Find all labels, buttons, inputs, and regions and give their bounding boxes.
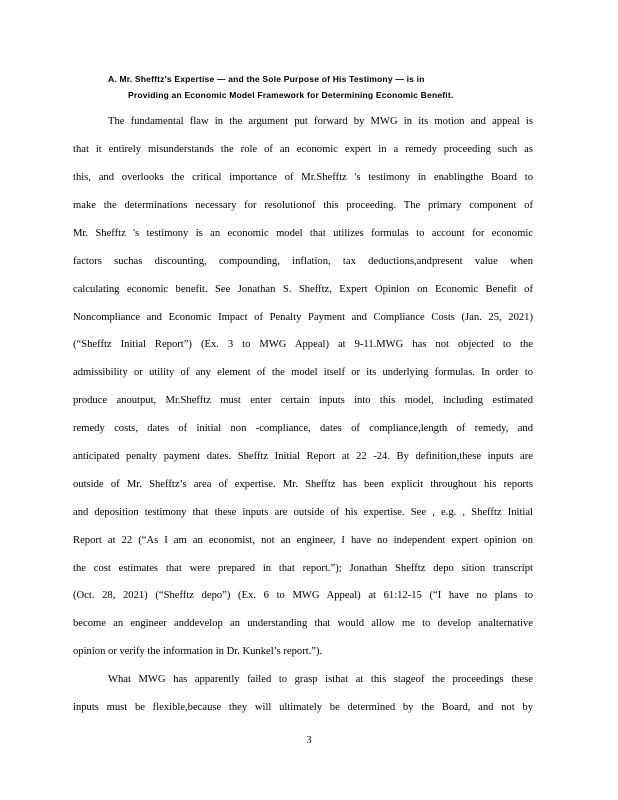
body-line: admissibility or utility of any element of the model itself or its underlying formulas. In order to bbox=[73, 367, 533, 378]
body-line: Mr. Shefftz 's testimony is an economic model that utilizes formulas to account for economic bbox=[73, 228, 533, 239]
body-line: Report at 22 (“As I am an economist, not an engineer, I have no independent expert opinion on bbox=[73, 535, 533, 546]
body-line: that it entirely misunderstands the role of an economic expert in a remedy proceeding such as bbox=[73, 144, 533, 155]
body-line: anticipated penalty payment dates. Shefftz Initial Report at 22 -24. By definition,these inputs are bbox=[73, 451, 533, 462]
body-line: outside of Mr. Shefftz’s area of expertise. Mr. Shefftz has been explicit throughout his reports bbox=[73, 479, 533, 490]
body-line: become an engineer anddevelop an understanding that would allow me to develop analternative bbox=[73, 618, 533, 629]
body-line: produce anoutput, Mr.Shefftz must enter certain inputs into this model, including estimated bbox=[73, 395, 533, 406]
body-line: factors suchas discounting, compounding, inflation, tax deductions,andpresent value when bbox=[73, 256, 533, 267]
body-line: make the determinations necessary for resolutionof this proceeding. The primary component of bbox=[73, 200, 533, 211]
body-line: remedy costs, dates of initial non -compliance, dates of compliance,length of remedy, and bbox=[73, 423, 533, 434]
body-line: this, and overlooks the critical importance of Mr.Shefftz 's testimony in enablingthe Board to bbox=[73, 172, 533, 183]
body-line: (“Shefftz Initial Report”) (Ex. 3 to MWG Appeal) at 9-11.MWG has not objected to the bbox=[73, 339, 533, 350]
body-line: calculating economic benefit. See Jonathan S. Shefftz, Expert Opinion on Economic Benefit of bbox=[73, 284, 533, 295]
body-line: Noncompliance and Economic Impact of Penalty Payment and Compliance Costs (Jan. 25, 2021) bbox=[73, 312, 533, 323]
body-line: the cost estimates that were prepared in that report.”); Jonathan Shefftz depo sition transcript bbox=[73, 563, 533, 574]
section-heading-line-1: A. Mr. Shefftz's Expertise — and the Sole Purpose of His Testimony — is in bbox=[108, 74, 425, 84]
body-line: and deposition testimony that these inputs are outside of his expertise. See , e.g. , Shefftz Initial bbox=[73, 507, 533, 518]
section-heading-line-2: Providing an Economic Model Framework for Determining Economic Benefit. bbox=[128, 90, 454, 100]
body-line: opinion or verify the information in Dr. Kunkel’s report.”). bbox=[73, 646, 323, 657]
page-number: 3 bbox=[306, 735, 312, 746]
body-line: The fundamental flaw in the argument put forward by MWG in its motion and appeal is bbox=[108, 116, 533, 127]
body-line: inputs must be flexible,because they will ultimately be determined by the Board, and not by bbox=[73, 702, 533, 713]
body-line: What MWG has apparently failed to grasp isthat at this stageof the proceedings these bbox=[108, 674, 533, 685]
body-line: (Oct. 28, 2021) (“Shefftz depo”) (Ex. 6 to MWG Appeal) at 61:12-15 (“I have no plans to bbox=[73, 590, 533, 601]
